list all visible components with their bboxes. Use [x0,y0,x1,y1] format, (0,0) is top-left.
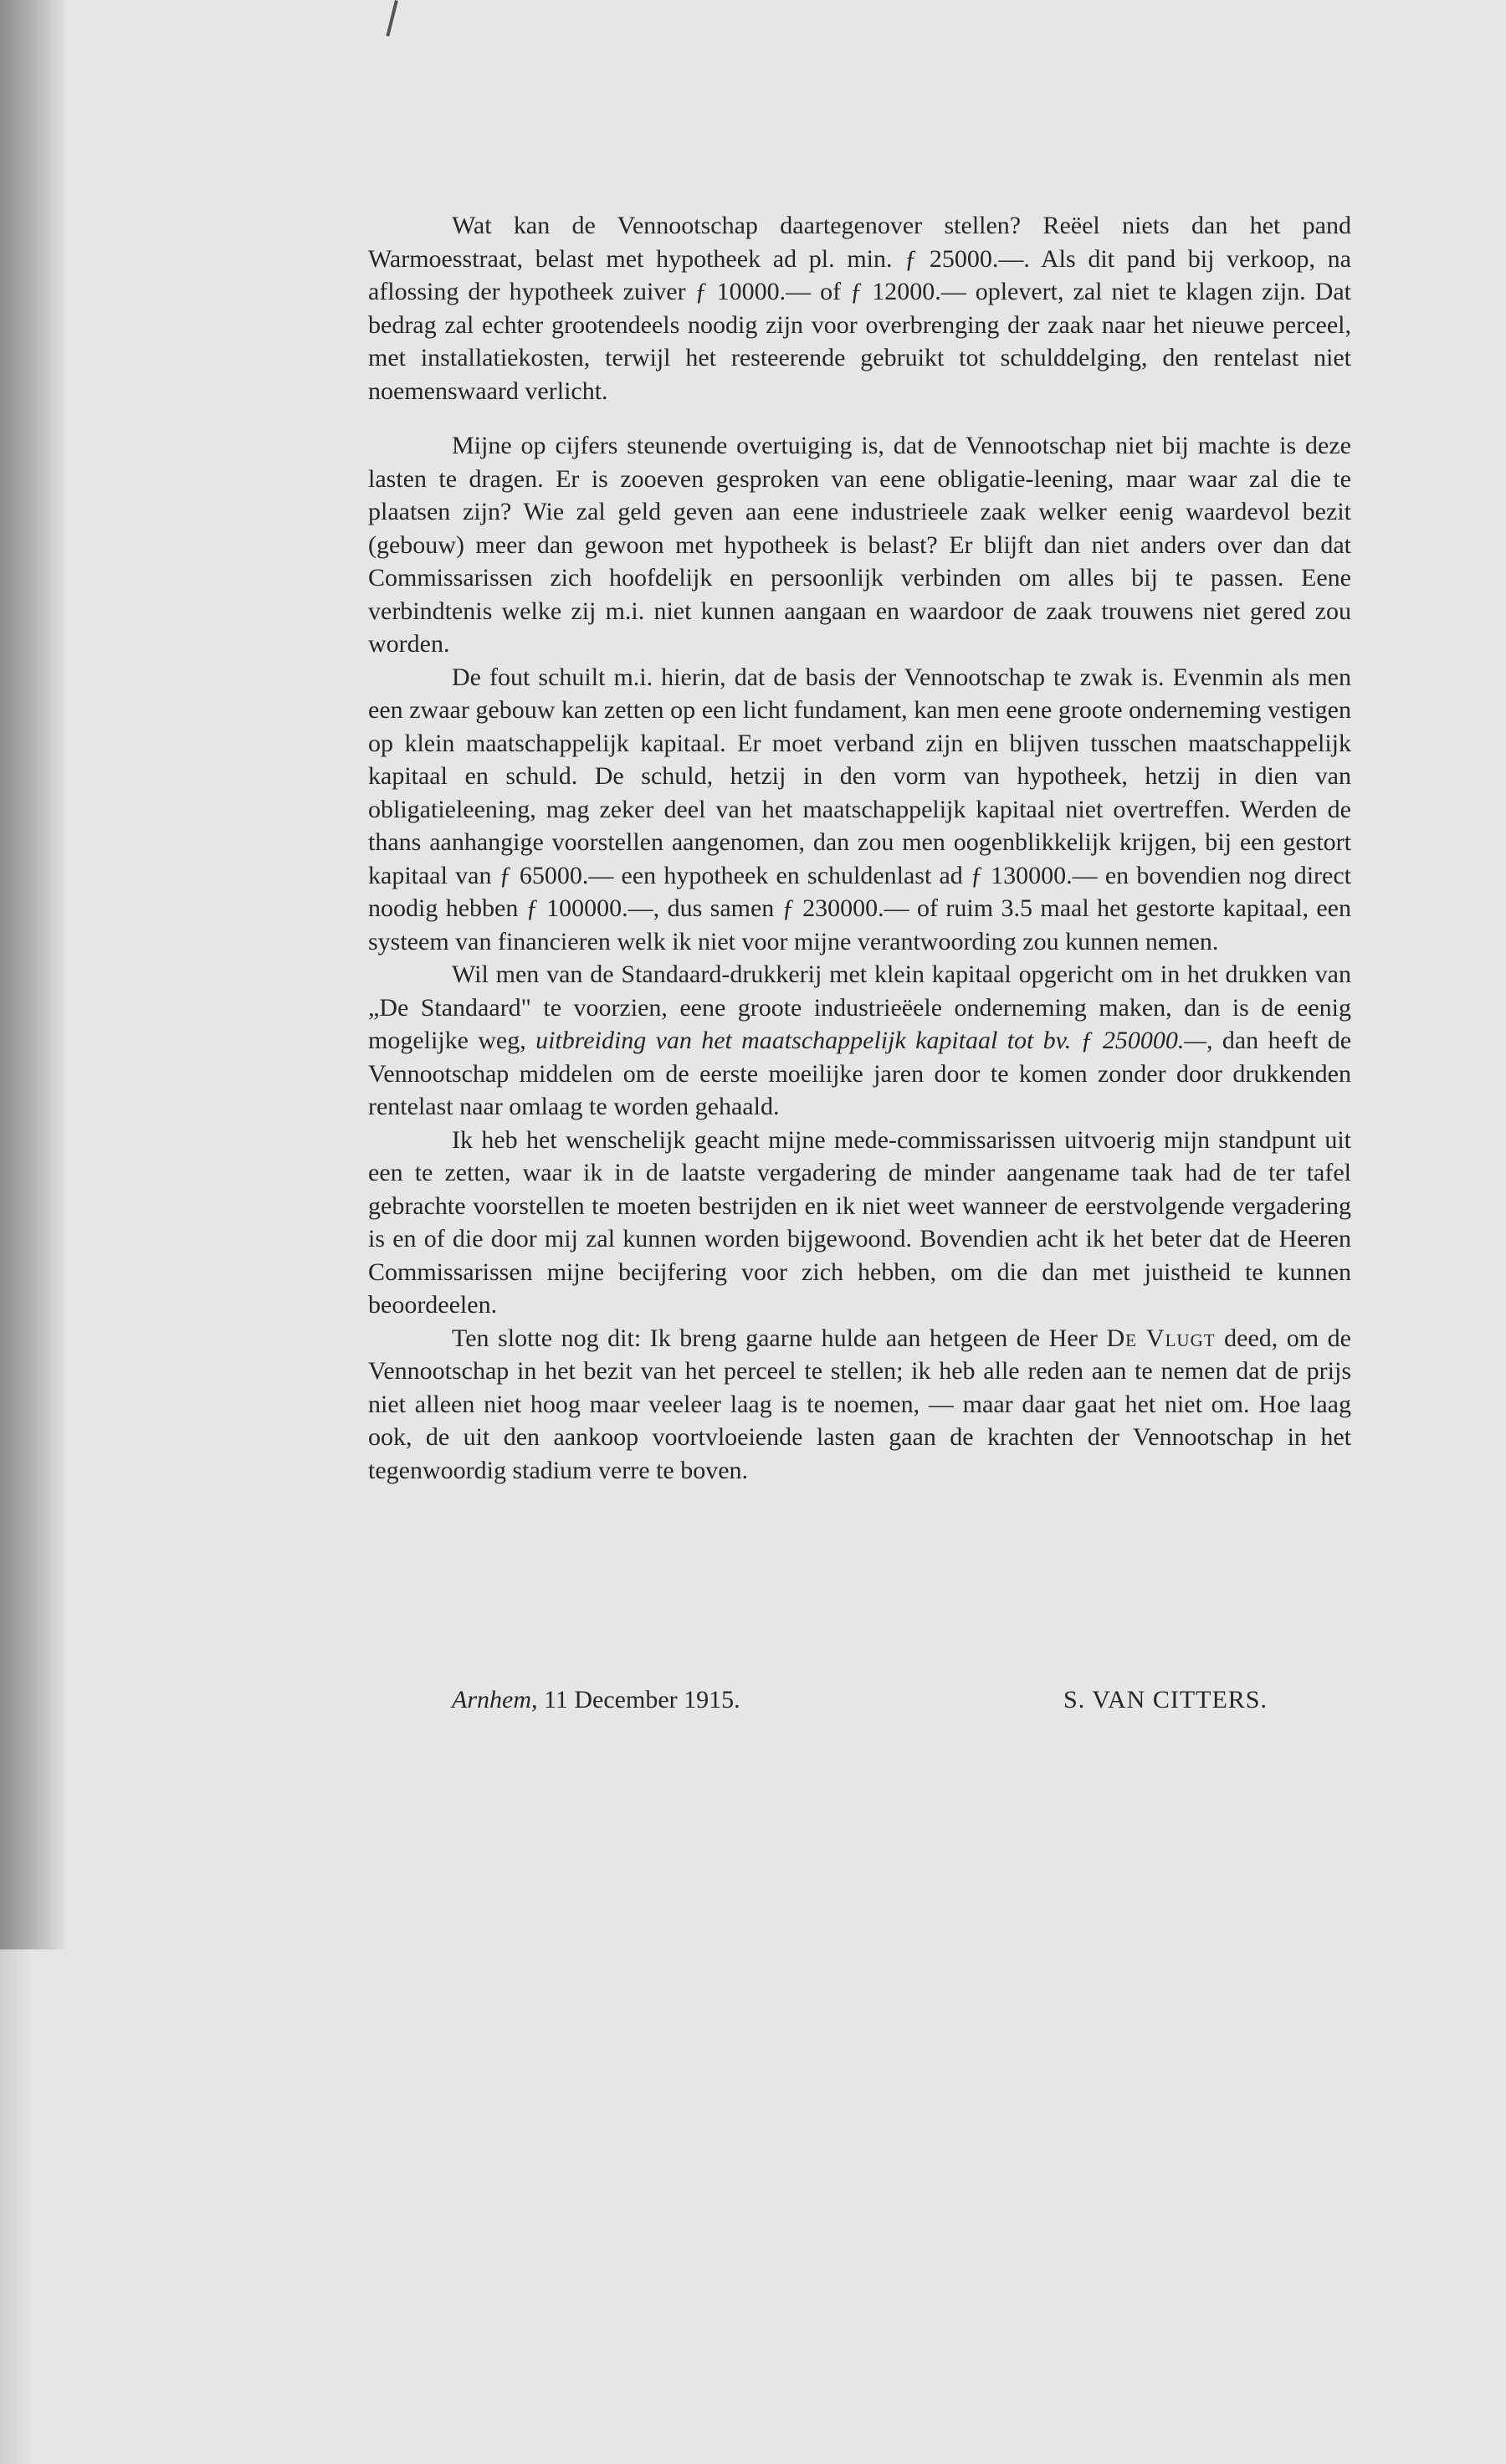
paragraph-4-emphasis: uitbreiding van het maatschappelijk kapitaal tot bv. ƒ 250000.— [535,1027,1207,1054]
paragraph-4 [368,958,1351,1124]
scan-left-edge-lower [0,1949,33,2464]
paragraph-6-text-before: Ten slotte nog dit: Ik breng gaarne hulde aan hetgeen de Heer [452,1324,1107,1352]
paragraph-1: Wat kan de Vennootschap daartegenover stellen? Reëel niets dan het pand Warmoesstraat, belast met hypotheek ad pl. min. ƒ 25000.—. Als dit pand bij verkoop, na aflossing der hypotheek zuiver ƒ 10000.— of ƒ 12000.— oplevert, zal niet te klagen zijn. Dat bedrag zal echter grootendeels noodig zijn voor overbrenging der zaak naar het nieuwe perceel, met installatiekosten, terwijl het resteerende gebruikt tot schulddelging, den rentelast niet noemenswaard verlicht. [368,212,1351,405]
place-and-date [368,1686,740,1714]
paragraph-4-text-before: Wil men van de Standaard-drukkerij met klein kapitaal opgericht om in het drukken van „De Standaard" te voorzien, eene groote industrieëele onderneming maken, dan is de eenig mogelijke weg, [368,960,1351,1054]
pencil-mark [386,0,398,37]
place: Arnhem, [452,1686,538,1714]
paragraph-5: Ik heb het wenschelijk geacht mijne mede-commissarissen uitvoerig mijn standpunt uit een te zetten, waar ik in de laatste vergadering de minder aangename taak had de ter tafel gebrachte voorstellen te moeten bestrijden en ik niet weet wanneer de eerstvolgende vergadering is en of die door mij zal kunnen worden bijgewoond. Bovendien acht ik het beter dat de Heeren Commissarissen mijne becijfering voor zich hebben, om die dan met juistheid te kunnen beoordeelen. [368,1125,1351,1319]
closing-line [368,1686,1351,1714]
date: 11 December 1915. [543,1686,740,1714]
paragraph-6 [368,1322,1351,1488]
scan-left-edge [0,0,69,1949]
paragraph-2: Mijne op cijfers steunende overtuiging is, dat de Vennootschap niet bij machte is deze lasten te dragen. Er is zooeven gesproken van eene obligatie-leening, maar waar zal die te plaatsen zijn? Wie zal geld geven aan eene industrieele zaak welker eenig waardevol bezit (gebouw) meer dan gewoon met hypotheek is belast? Er blijft dan niet anders over dan dat Commissarissen zich hoofdelijk en persoonlijk verbinden om alles bij te passen. Eene verbindtenis welke zij m.i. niet kunnen aangaan en waardoor de zaak trouwens niet gered zou worden. [368,432,1351,658]
letter-body [368,209,1351,1487]
paragraph-6-text-after: deed, om de Vennootschap in het bezit van het perceel te stellen; ik heb alle reden aan te nemen dat de prijs niet alleen niet hoog maar veeleer laag is te noemen, — maar daar gaat het niet om. Hoe laag ook, de uit den aankoop voortvloeiende lasten gaan de krachten der Vennootschap in het tegenwoordig stadium verre te boven. [368,1324,1351,1484]
paragraph-3: De fout schuilt m.i. hierin, dat de basis der Vennootschap te zwak is. Evenmin als men een zwaar gebouw kan zetten op een licht fundament, kan men eene groote onderneming vestigen op klein maatschappelijk kapitaal. Er moet verband zijn en blijven tusschen maatschappelijk kapitaal en schuld. De schuld, hetzij in den vorm van hypotheek, hetzij in dien van obligatieleening, mag zeker deel van het maatschappelijk kapitaal niet overtreffen. Werden de thans aanhangige voorstellen aangenomen, dan zou men oogenblikkelijk krijgen, bij een gestort kapitaal van ƒ 65000.— een hypotheek en schuldenlast ad ƒ 130000.— en bovendien nog direct noodig hebben ƒ 100000.—, dus samen ƒ 230000.— of ruim 3.5 maal het gestorte kapitaal, een systeem van financieren welk ik niet voor mijne verantwoording zou kunnen nemen. [368,663,1351,955]
paragraph-4-text-after: , dan heeft de Vennootschap middelen om de eerste moeilijke jaren door te komen zonder door drukkenden rentelast naar omlaag te worden gehaald. [368,1027,1352,1120]
paragraph-6-name: De Vlugt [1106,1324,1216,1352]
signature: S. VAN CITTERS. [1063,1686,1268,1714]
